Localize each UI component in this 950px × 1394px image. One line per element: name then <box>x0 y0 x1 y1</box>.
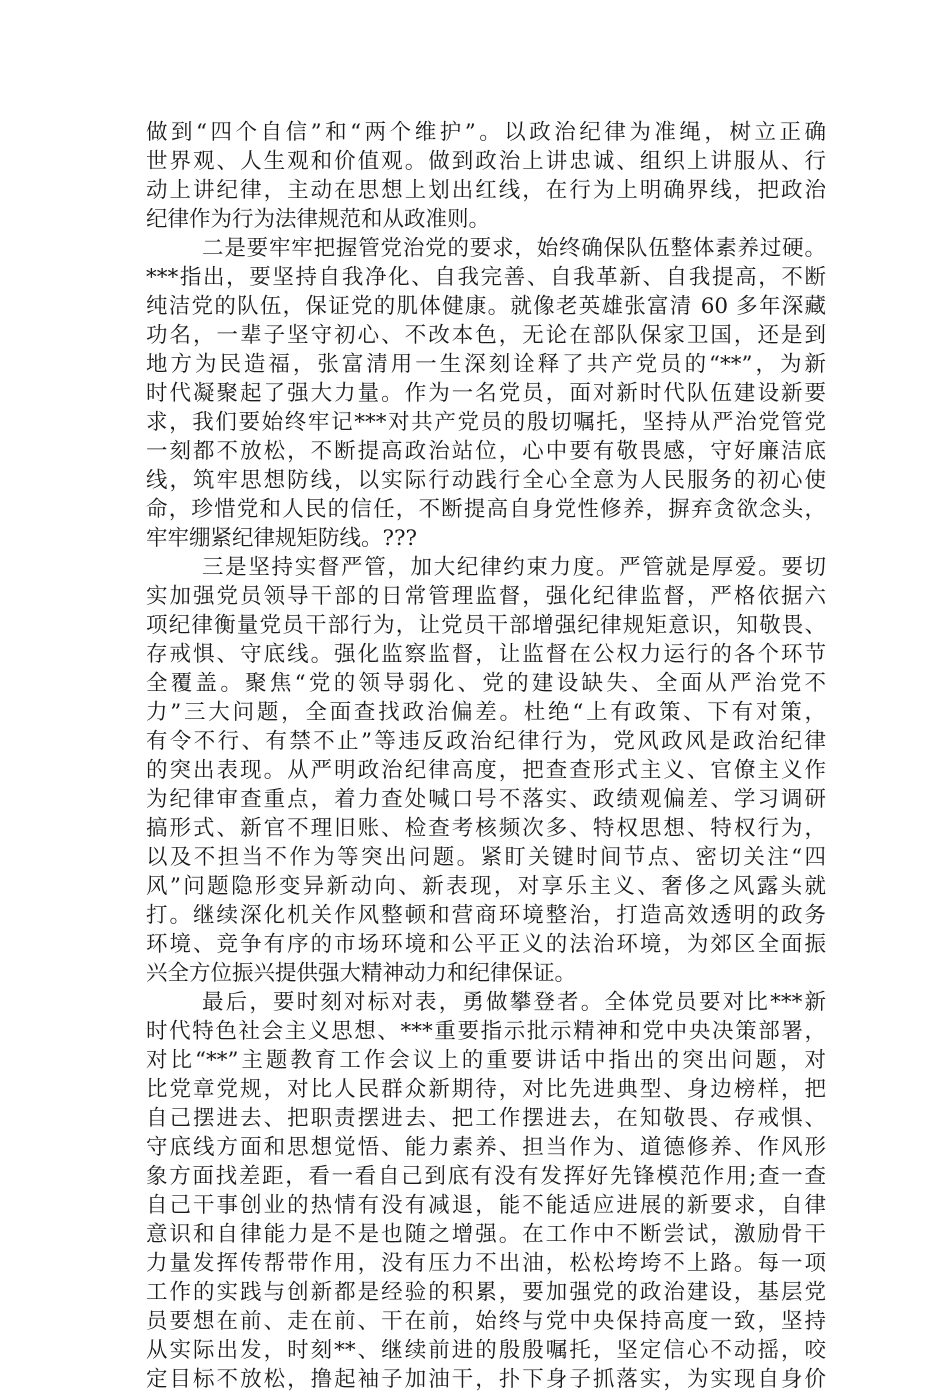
text-line: 纯洁党的队伍，保证党的肌体健康。就像老英雄张富清 60 多年深藏 <box>146 294 826 319</box>
text-line: 以及不担当不作为等突出问题。紧盯关键时间节点、密切关注“四 <box>146 845 826 870</box>
text-line: 世界观、人生观和价值观。做到政治上讲忠诚、组织上讲服从、行 <box>146 149 826 174</box>
text-line: 实加强党员领导干部的日常管理监督，强化纪律监督，严格依据六 <box>146 584 826 609</box>
text-line: 定目标不放松，撸起袖子加油干，扑下身子抓落实，为实现自身价 <box>146 1367 826 1392</box>
text-line: 项纪律衡量党员干部行为，让党员干部增强纪律规矩意识，知敬畏、 <box>146 613 826 638</box>
text-line: 意识和自律能力是不是也随之增强。在工作中不断尝试，激励骨干 <box>146 1222 826 1247</box>
text-line: 存戒惧、守底线。强化监察监督，让监督在公权力运行的各个环节 <box>146 642 826 667</box>
paragraph-2 <box>146 234 826 553</box>
text-line: 风”问题隐形变异新动向、新表现，对享乐主义、奢侈之风露头就 <box>146 874 826 899</box>
text-line: 员要想在前、走在前、干在前，始终与党中央保持高度一致，坚持 <box>146 1309 826 1334</box>
text-line: 时代凝聚起了强大力量。作为一名党员，面对新时代队伍建设新要 <box>146 381 826 406</box>
text-line: 力量发挥传帮带作用，没有压力不出油，松松垮垮不上路。每一项 <box>146 1251 826 1276</box>
text-line: 牢牢绷紧纪律规矩防线。??? <box>146 526 418 551</box>
document-page <box>146 118 826 1394</box>
text-line: 时代特色社会主义思想、***重要指示批示精神和党中央决策部署， <box>146 1019 826 1044</box>
text-line: 纪律作为行为法律规范和从政准则。 <box>146 207 491 232</box>
text-line: 搞形式、新官不理旧账、检查考核频次多、特权思想、特权行为， <box>146 816 826 841</box>
text-line: 功名，一辈子坚守初心、不改本色，无论在部队保家卫国，还是到 <box>146 323 826 348</box>
text-line: 求，我们要始终牢记***对共产党员的殷切嘱托，坚持从严治党管党 <box>146 410 826 435</box>
paragraph-3 <box>146 553 826 988</box>
text-line: 命，珍惜党和人民的信任，不断提高自身党性修养，摒弃贪欲念头， <box>146 497 826 522</box>
text-line: 线，筑牢思想防线，以实际行动践行全心全意为人民服务的初心使 <box>146 468 826 493</box>
text-line: 打。继续深化机关作风整顿和营商环境整治，打造高效透明的政务 <box>146 903 826 928</box>
text-line: 三是坚持实督严管，加大纪律约束力度。严管就是厚爱。要切 <box>202 555 826 580</box>
text-line: 象方面找差距，看一看自己到底有没有发挥好先锋模范作用;查一查 <box>146 1164 826 1189</box>
text-line: 力”三大问题，全面查找政治偏差。杜绝“上有政策、下有对策， <box>146 700 826 725</box>
text-line: 比党章党规，对比人民群众新期待，对比先进典型、身边榜样，把 <box>146 1077 826 1102</box>
text-line: 自己干事创业的热情有没有减退，能不能适应进展的新要求，自律 <box>146 1193 826 1218</box>
text-line: 一刻都不放松，不断提高政治站位，心中要有敬畏感，守好廉洁底 <box>146 439 826 464</box>
text-line: 最后，要时刻对标对表，勇做攀登者。全体党员要对比***新 <box>202 990 826 1015</box>
text-line: 动上讲纪律，主动在思想上划出红线，在行为上明确界线，把政治 <box>146 178 826 203</box>
paragraph-1 <box>146 118 826 234</box>
text-line: 全覆盖。聚焦“党的领导弱化、党的建设缺失、全面从严治党不 <box>146 671 826 696</box>
text-line: 工作的实践与创新都是经验的积累，要加强党的政治建设，基层党 <box>146 1280 826 1305</box>
text-line: 做到“四个自信”和“两个维护”。以政治纪律为准绳，树立正确 <box>146 120 826 145</box>
text-line: 环境、竞争有序的市场环境和公平正义的法治环境，为郊区全面振 <box>146 932 826 957</box>
text-line: 有令不行、有禁不止”等违反政治纪律行为，党风政风是政治纪律 <box>146 729 826 754</box>
paragraph-4 <box>146 988 826 1394</box>
text-line: 二是要牢牢把握管党治党的要求，始终确保队伍整体素养过硬。 <box>202 236 826 261</box>
text-line: ***指出，要坚持自我净化、自我完善、自我革新、自我提高，不断 <box>146 265 826 290</box>
text-line: 从实际出发，时刻**、继续前进的殷殷嘱托，坚定信心不动摇，咬 <box>146 1338 826 1363</box>
text-line: 地方为民造福，张富清用一生深刻诠释了共产党员的“**”，为新 <box>146 352 826 377</box>
text-line: 自己摆进去、把职责摆进去、把工作摆进去，在知敬畏、存戒惧、 <box>146 1106 826 1131</box>
text-line: 的突出表现。从严明政治纪律高度，把查查形式主义、官僚主义作 <box>146 758 826 783</box>
text-line: 兴全方位振兴提供强大精神动力和纪律保证。 <box>146 961 577 986</box>
text-line: 为纪律审查重点，着力查处喊口号不落实、政绩观偏差、学习调研 <box>146 787 826 812</box>
text-line: 对比“**”主题教育工作会议上的重要讲话中指出的突出问题，对 <box>146 1048 826 1073</box>
text-line: 守底线方面和思想觉悟、能力素养、担当作为、道德修养、作风形 <box>146 1135 826 1160</box>
